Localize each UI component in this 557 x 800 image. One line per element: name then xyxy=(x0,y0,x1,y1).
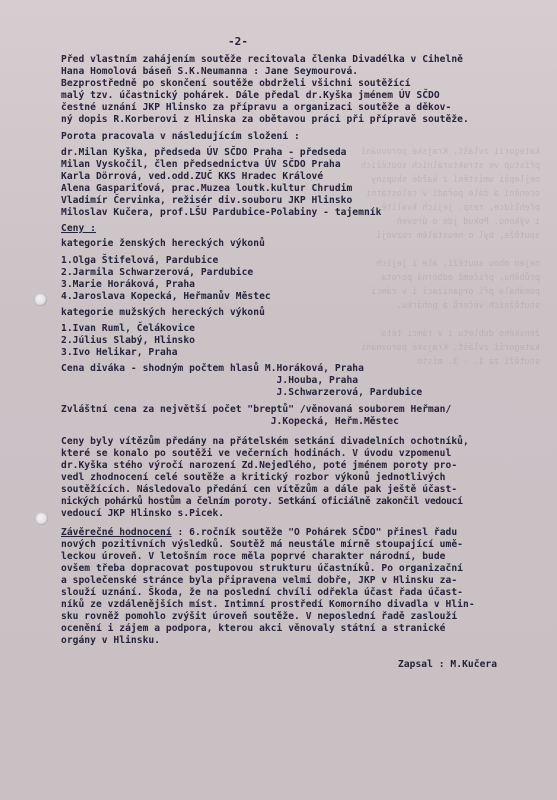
closing-line: sku rovněž pomohlo zvýšit úroveň soutěže. V neposlední řadě zaslouží xyxy=(61,611,458,622)
ceremony-line: dr.Kyška stého výročí narození Zd.Nejedlého, poté jménem poroty pro- xyxy=(61,460,458,471)
prizes-heading: Ceny : xyxy=(61,223,96,234)
male-winner: 3.Ivo Helikar, Praha xyxy=(61,347,178,358)
intro-line-6: ný dopis R.Korberovi z Hlinska za obětavou práci při přípravě soutěže. xyxy=(61,114,469,125)
bleed-through-text: kategorii zvlášť. Krajské porovnání přístup ve strukturálních soutěžích nejlepší umístění z každé skupiny ocenění a dále pořadí v celostátní přehlídce, resp. jejich kvalitě i výkonu. Pokud jde o úroveň soutěže, byl o neustálém rozvoji nejen obou soutěží, ale i jejich průběhu, přičemž odborná porota pomáhala při organizaci i v rámci soutěžních večerů a pohárku. ženského dubletu i v rámci této kategorii zvlášť. Krajské porovnání soutěží za 1. - 3. místo xyxy=(360,147,540,367)
special-prize: J.Kopecká, Heřm.Městec xyxy=(61,416,399,427)
closing-line: níků ze vzdálenějších míst. Intimní prostředí Komorního divadla v Hlin- xyxy=(61,599,475,610)
special-prize: Zvláštní cena za největší počet "breptů" /věnovaná souborem Heřman/ xyxy=(61,404,452,415)
female-category-heading: kategorie ženských hereckých výkonů xyxy=(61,238,265,249)
intro-line-2: Hana Homolová báseň S.K.Neumanna : Jane Seymourová. xyxy=(61,66,359,77)
female-winner: 1.Olga Štifelová, Pardubice xyxy=(61,255,219,266)
jury-member: Miloslav Kučera, prof.LŠU Pardubice-Polabiny - tajemník xyxy=(61,207,382,218)
jury-member: Vladimír Červinka, režisér div.souboru JKP Hlinsko xyxy=(61,195,353,206)
signature: Zapsal : M.Kučera xyxy=(398,659,498,670)
audience-prize: Cena diváka - shodným počtem hlasů M.Horáková, Praha xyxy=(61,363,364,374)
intro-line-1: Před vlastním zahájením soutěže recitovala členka Divadélka v Cihelně xyxy=(61,54,463,65)
audience-prize: J.Houba, Praha xyxy=(61,375,359,386)
ceremony-line: vedoucí JKP Hlinsko s.Picek. xyxy=(61,508,225,519)
closing-line: ovšem třeba dopracovat postupovou strukturu účastníků. Po organizační xyxy=(61,563,463,574)
closing-label: Závěrečné hodnocení xyxy=(61,527,172,538)
male-category-heading: kategorie mužských hereckých výkonů xyxy=(61,307,265,318)
jury-heading: Porota pracovala v následujícím složení : xyxy=(61,131,300,142)
jury-member: Karla Dörrová, ved.odd.ZUČ KKS Hradec Králové xyxy=(61,171,324,182)
intro-line-4: malý tzv. účastnický pohárek. Dále předal dr.Kyška jménem ÚV SČDO xyxy=(61,90,440,101)
closing-line: orgány v Hlinsku. xyxy=(61,635,161,646)
ceremony-line: Ceny byly vítězům předány na přátelském setkání divadelních ochotníků, xyxy=(61,436,469,447)
intro-line-3: Bezprostředně po skončení soutěže obdrželi všichni soutěžící xyxy=(61,78,411,89)
punch-hole xyxy=(34,293,47,306)
male-winner: 1.Ivan Ruml, Čelákovice xyxy=(61,323,195,334)
closing-line: slouží uznání. Škoda, že na poslední chvíli odřekla účast řada účast- xyxy=(61,587,463,598)
ceremony-line: soutěžících. Následovalo předání cen vítězům a dále pak ještě účast- xyxy=(61,484,458,495)
female-winner: 2.Jarmila Schwarzerová, Pardubice xyxy=(61,267,254,278)
closing-first-line xyxy=(61,527,457,539)
ceremony-line: které se konalo po soutěži ve večerních hodinách. V úvodu vzpomenul xyxy=(61,448,452,459)
male-winner: 2.Július Slabý, Hlinsko xyxy=(61,335,195,346)
jury-member: Alena Gaspariťová, prac.Muzea loutk.kultur Chrudim xyxy=(61,183,353,194)
ceremony-line: vedl zhodnocení celé soutěže a kritický rozbor výkonů jednotlivých xyxy=(61,472,446,483)
closing-line: ocenění i zájem a podpora, kterou akci věnovaly státní a stranické xyxy=(61,623,446,634)
female-winner: 3.Marie Horáková, Praha xyxy=(61,279,195,290)
closing-line: : 6.ročník soutěže "O Pohárek SČDO" přinesl řadu xyxy=(171,527,458,538)
audience-prize: J.Schwarzerová, Pardubice xyxy=(61,387,423,398)
punch-hole xyxy=(35,512,48,525)
closing-line: leckou úroveň. V letošním roce měla poprvé charakter národní, bude xyxy=(61,551,446,562)
intro-line-5: čestné uznání JKP Hlinsko za přípravu a organizaci soutěže a děkov- xyxy=(61,102,452,113)
closing-line: nových pozitivních výsledků. Soutěž má neustále mírně stoupající umě- xyxy=(61,539,463,550)
jury-member: dr.Milan Kyška, předseda ÚV SČDO Praha - předseda xyxy=(61,147,347,158)
ceremony-line: nických pohárků hostům a čelním poroty. Setkání oficiálně zakončil vedoucí xyxy=(61,496,463,507)
closing-line: a společenské stránce byla připravena velmi dobře, JKP v Hlinsku za- xyxy=(61,575,458,586)
female-winner: 4.Jaroslava Kopecká, Heřmanův Městec xyxy=(61,291,271,302)
page-number: -2- xyxy=(228,35,249,48)
jury-member: Milan Vyskočil, člen předsednictva ÚV SČDO Praha xyxy=(61,159,341,170)
